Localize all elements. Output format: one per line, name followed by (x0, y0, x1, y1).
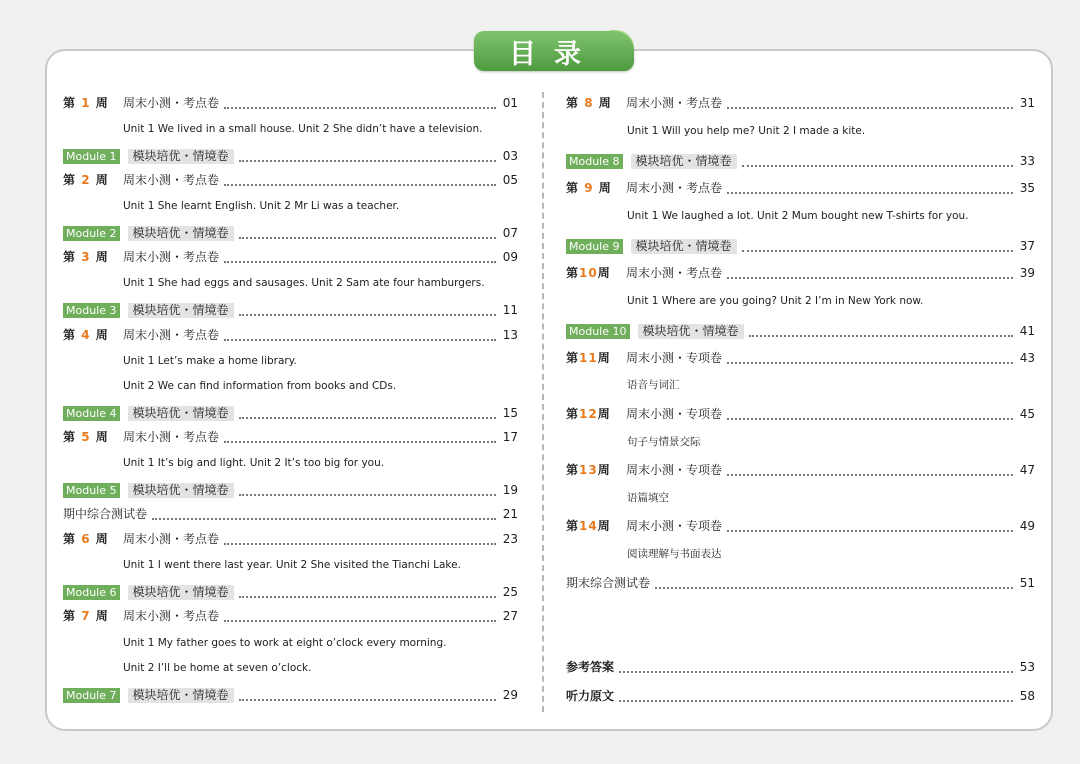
page-number: 45 (1019, 407, 1035, 421)
unit-2-line: Unit 2 We can find information from books and CDs. (123, 380, 397, 392)
entry-title: 周末小测・考点卷 (123, 173, 220, 187)
week-label: 第 9 周 (566, 181, 612, 195)
page-number: 23 (502, 532, 518, 546)
page-number: 09 (502, 250, 518, 264)
toc-entry-week-3[interactable] (63, 247, 518, 267)
leader-dots (727, 465, 1013, 476)
toc-entry-module-7[interactable] (63, 685, 518, 705)
module-tag: Module 3 (63, 303, 120, 318)
module-tag: Module 7 (63, 688, 120, 703)
entry-title: 周末小测・专项卷 (626, 519, 723, 533)
page-number: 07 (502, 226, 518, 240)
leader-dots (619, 691, 1013, 702)
toc-entry-week-1[interactable] (63, 93, 518, 113)
unit-1-line: Unit 1 Let’s make a home library. (123, 355, 297, 367)
entry-title: 周末小测・考点卷 (626, 181, 723, 195)
toc-entry-module-4[interactable] (63, 403, 518, 423)
leader-dots (742, 156, 1013, 167)
page-number: 13 (502, 328, 518, 342)
column-divider (542, 92, 544, 712)
leader-dots (239, 587, 496, 598)
toc-entry-week-4[interactable] (63, 325, 518, 345)
page-number: 39 (1019, 266, 1035, 280)
week-label: 第 5 周 (63, 430, 109, 444)
week-label: 第 7 周 (63, 609, 109, 623)
toc-entry-week-6[interactable] (63, 529, 518, 549)
module-tag: Module 8 (566, 154, 623, 169)
unit-list: Unit 1 We laughed a lot. Unit 2 Mum bought new T-shirts for you. (627, 210, 969, 222)
leader-dots (727, 183, 1013, 194)
week-label: 第13周 (566, 463, 611, 477)
entry-title: 周末小测・考点卷 (123, 328, 220, 342)
page-number: 03 (502, 149, 518, 163)
toc-entry-week-7[interactable] (63, 606, 518, 626)
module-tag: Module 1 (63, 149, 120, 164)
toc-entry-week-10[interactable] (566, 263, 1035, 283)
page-number: 27 (502, 609, 518, 623)
entry-title: 模块培优・情境卷 (128, 406, 234, 421)
toc-entry-module-10[interactable] (566, 321, 1035, 341)
entry-title: 模块培优・情境卷 (638, 324, 744, 339)
page-number: 53 (1019, 660, 1035, 674)
leader-dots (224, 611, 496, 622)
page-number: 58 (1019, 689, 1035, 703)
leader-dots (749, 326, 1013, 337)
unit-list: Unit 1 She had eggs and sausages. Unit 2 Sam ate four hamburgers. (123, 277, 485, 289)
week-label: 第 2 周 (63, 173, 109, 187)
page-number: 33 (1019, 154, 1035, 168)
toc-entry-week-13[interactable] (566, 460, 1035, 480)
entry-title: 周末小测・专项卷 (626, 463, 723, 477)
leader-dots (152, 509, 496, 520)
page-number: 41 (1019, 324, 1035, 338)
unit-list: Unit 1 Where are you going? Unit 2 I’m in New York now. (627, 295, 924, 307)
module-tag: Module 4 (63, 406, 120, 421)
module-tag: Module 9 (566, 239, 623, 254)
toc-entry-answers[interactable] (566, 657, 1035, 677)
unit-list: Unit 1 I went there last year. Unit 2 She visited the Tianchi Lake. (123, 559, 461, 571)
leader-dots (727, 98, 1013, 109)
page-number: 25 (502, 585, 518, 599)
unit-2-line: Unit 2 I’ll be home at seven o’clock. (123, 662, 312, 674)
page-number: 49 (1019, 519, 1035, 533)
week-label: 第10周 (566, 266, 611, 280)
entry-title: 模块培优・情境卷 (631, 154, 737, 169)
entry-title: 模块培优・情境卷 (128, 149, 234, 164)
page-number: 43 (1019, 351, 1035, 365)
toc-entry-week-11[interactable] (566, 348, 1035, 368)
page-number: 11 (502, 303, 518, 317)
page-number: 19 (502, 483, 518, 497)
page-number: 35 (1019, 181, 1035, 195)
page-number: 29 (502, 688, 518, 702)
toc-entry-module-1[interactable] (63, 146, 518, 166)
entry-title: 模块培优・情境卷 (631, 239, 737, 254)
toc-entry-midterm[interactable] (63, 504, 518, 524)
leader-dots (742, 241, 1013, 252)
leader-dots (224, 98, 496, 109)
week-label: 第 8 周 (566, 96, 612, 110)
toc-entry-module-2[interactable] (63, 223, 518, 243)
leader-dots (727, 268, 1013, 279)
leader-dots (224, 534, 496, 545)
leader-dots (239, 151, 496, 162)
page-number: 47 (1019, 463, 1035, 477)
week-label: 第11周 (566, 351, 611, 365)
page-number: 01 (502, 96, 518, 110)
toc-entry-module-8[interactable] (566, 151, 1035, 171)
leader-dots (224, 432, 496, 443)
toc-entry-week-5[interactable] (63, 427, 518, 447)
entry-title: 模块培优・情境卷 (128, 303, 234, 318)
entry-title: 周末小测・考点卷 (123, 430, 220, 444)
leader-dots (655, 578, 1013, 589)
entry-title: 期中综合测试卷 (63, 507, 148, 521)
toc-entry-week-14[interactable] (566, 516, 1035, 536)
entry-title: 听力原文 (566, 689, 615, 703)
page-number: 37 (1019, 239, 1035, 253)
topic-subtitle: 阅读理解与书面表达 (627, 548, 722, 560)
week-label: 第 4 周 (63, 328, 109, 342)
topic-subtitle: 语音与词汇 (627, 379, 680, 391)
leader-dots (224, 175, 496, 186)
leader-dots (239, 408, 496, 419)
topic-subtitle: 语篇填空 (627, 492, 669, 504)
leader-dots (727, 521, 1013, 532)
toc-entry-module-9[interactable] (566, 236, 1035, 256)
leader-dots (239, 305, 496, 316)
page-number: 31 (1019, 96, 1035, 110)
week-label: 第12周 (566, 407, 611, 421)
entry-title: 模块培优・情境卷 (128, 585, 234, 600)
week-label: 第 6 周 (63, 532, 109, 546)
week-label: 第 3 周 (63, 250, 109, 264)
entry-title: 周末小测・考点卷 (626, 96, 723, 110)
week-label: 第 1 周 (63, 96, 109, 110)
unit-list: Unit 1 She learnt English. Unit 2 Mr Li was a teacher. (123, 200, 400, 212)
toc-title: 目录 (474, 31, 634, 71)
leader-dots (239, 690, 496, 701)
entry-title: 周末小测・考点卷 (626, 266, 723, 280)
entry-title: 周末小测・考点卷 (123, 532, 220, 546)
page-number: 15 (502, 406, 518, 420)
page-number: 51 (1019, 576, 1035, 590)
toc-entry-listening-scripts[interactable] (566, 686, 1035, 706)
unit-1-line: Unit 1 My father goes to work at eight o’clock every morning. (123, 637, 447, 649)
toc-entry-week-2[interactable] (63, 170, 518, 190)
page-number: 05 (502, 173, 518, 187)
unit-list: Unit 1 It’s big and light. Unit 2 It’s too big for you. (123, 457, 385, 469)
leader-dots (239, 228, 496, 239)
module-tag: Module 5 (63, 483, 120, 498)
leader-dots (224, 330, 496, 341)
toc-entry-week-9[interactable] (566, 178, 1035, 198)
toc-entry-week-8[interactable] (566, 93, 1035, 113)
leader-dots (619, 662, 1013, 673)
toc-entry-module-6[interactable] (63, 582, 518, 602)
entry-title: 期末综合测试卷 (566, 576, 651, 590)
week-label: 第14周 (566, 519, 611, 533)
toc-entry-week-12[interactable] (566, 404, 1035, 424)
page-number: 21 (502, 507, 518, 521)
leader-dots (224, 252, 496, 263)
entry-title: 模块培优・情境卷 (128, 226, 234, 241)
entry-title: 周末小测・考点卷 (123, 250, 220, 264)
unit-list: Unit 1 We lived in a small house. Unit 2 She didn’t have a television. (123, 123, 483, 135)
entry-title: 模块培优・情境卷 (128, 483, 234, 498)
entry-title: 模块培优・情境卷 (128, 688, 234, 703)
unit-list: Unit 1 Will you help me? Unit 2 I made a kite. (627, 125, 866, 137)
entry-title: 周末小测・专项卷 (626, 351, 723, 365)
page-number: 17 (502, 430, 518, 444)
module-tag: Module 10 (566, 324, 630, 339)
module-tag: Module 6 (63, 585, 120, 600)
leader-dots (727, 353, 1013, 364)
entry-title: 周末小测・专项卷 (626, 407, 723, 421)
entry-title: 周末小测・考点卷 (123, 96, 220, 110)
leader-dots (727, 409, 1013, 420)
toc-entry-module-5[interactable] (63, 480, 518, 500)
leader-dots (239, 485, 496, 496)
toc-entry-module-3[interactable] (63, 300, 518, 320)
entry-title: 参考答案 (566, 660, 615, 674)
module-tag: Module 2 (63, 226, 120, 241)
entry-title: 周末小测・考点卷 (123, 609, 220, 623)
topic-subtitle: 句子与情景交际 (627, 436, 701, 448)
toc-entry-final-exam[interactable] (566, 573, 1035, 593)
